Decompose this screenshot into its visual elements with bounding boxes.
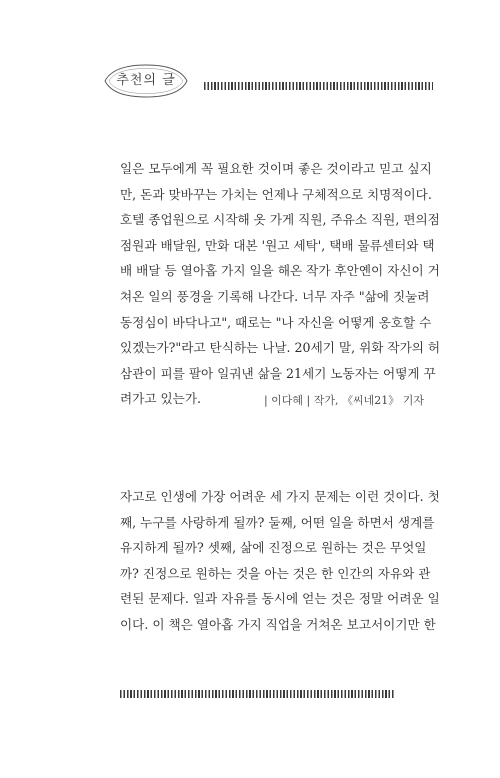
text-line: 쳐온 일의 풍경을 기록해 나간다. 너무 자주 "삶에 짓눌려 bbox=[120, 288, 430, 304]
text-line: 일은 모두에게 꼭 필요한 것이며 좋은 것이라고 믿고 싶지 bbox=[120, 161, 432, 176]
text-line: 점원과 배달원, 만화 대본 '원고 세탁', 택배 물류센터와 택 bbox=[120, 237, 435, 253]
text-line: 호텔 종업원으로 시작해 옷 가게 직원, 주유소 직원, 편의점 bbox=[120, 212, 440, 228]
author-attribution: | 이다혜 | 작가, 《씨네21》 기자 bbox=[263, 394, 424, 407]
text-line: 째, 누구를 사랑하게 될까? 둘째, 어떤 일을 하면서 생계를 bbox=[120, 514, 435, 530]
text-line: 까? 진정으로 원하는 것을 아는 것은 한 인간의 자유와 관 bbox=[120, 565, 431, 581]
dotted-divider-top bbox=[204, 82, 433, 90]
text-line: 동정심이 바닥나고", 때로는 "나 자신을 어떻게 옹호할 수 bbox=[120, 314, 432, 330]
section-title: 추천의 글 bbox=[116, 73, 176, 88]
text-line: 있겠는가?"라고 탄식하는 나날. 20세기 말, 위화 작가의 허 bbox=[120, 340, 441, 356]
recommendation-paragraph-1 bbox=[120, 156, 441, 412]
section-badge bbox=[103, 61, 189, 101]
text-line: 배 배달 등 열아홉 가지 일을 해온 작가 후안옌이 자신이 거 bbox=[120, 263, 440, 279]
recommendation-paragraph-2 bbox=[120, 484, 440, 638]
text-line: 이다. 이 책은 열아홉 가지 직업을 거쳐온 보고서이기만 한 bbox=[120, 616, 436, 632]
section-header bbox=[103, 61, 433, 101]
text-line: 만, 돈과 맞바꾸는 가치는 언제나 구체적으로 치명적이다. bbox=[120, 186, 432, 202]
text-line: 유지하게 될까? 셋째, 삶에 진정으로 원하는 것은 무엇일 bbox=[120, 540, 427, 556]
text-line: 자고로 인생에 가장 어려운 세 가지 문제는 이런 것이다. 첫 bbox=[120, 489, 440, 504]
text-line: 삼관이 피를 팔아 일궈낸 삶을 21세기 노동자는 어떻게 꾸 bbox=[120, 365, 436, 381]
text-line: 려가고 있는가. bbox=[120, 391, 201, 407]
text-line: 련된 문제다. 일과 자유를 동시에 얻는 것은 정말 어려운 일 bbox=[120, 591, 440, 607]
dotted-divider-bottom bbox=[120, 690, 395, 698]
